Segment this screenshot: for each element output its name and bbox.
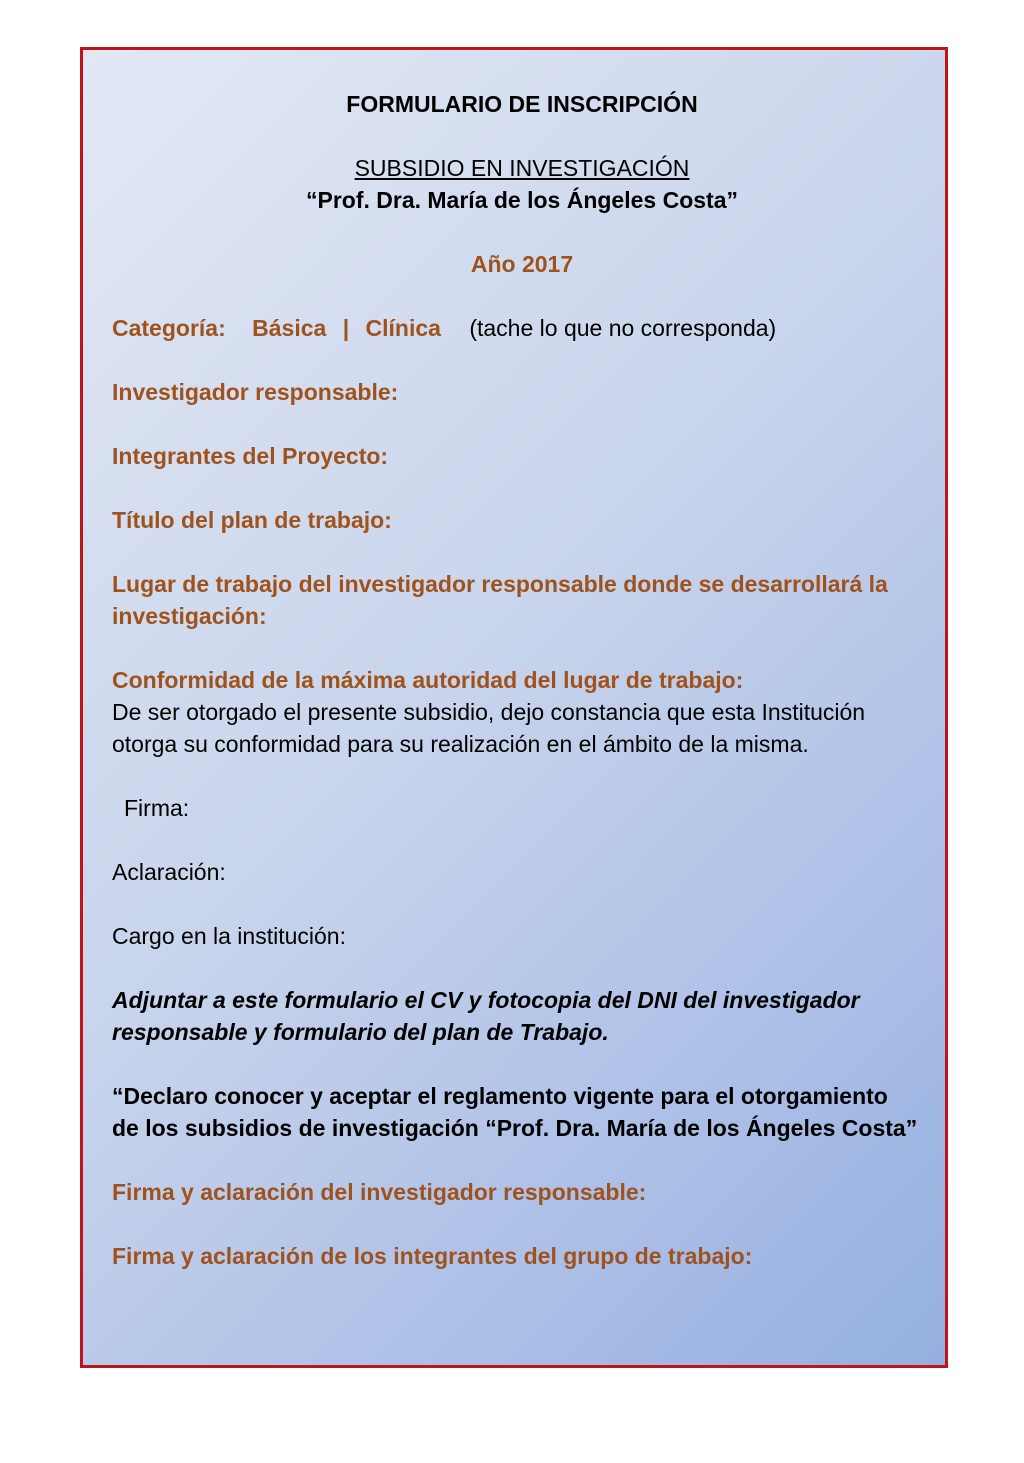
- workplace-label-line1: Lugar de trabajo del investigador responsable donde se desarrollará la: [112, 571, 888, 597]
- project-members-label: Integrantes del Proyecto:: [112, 443, 389, 469]
- category-option-basic[interactable]: Básica: [252, 315, 327, 341]
- category-label: Categoría:: [112, 315, 226, 341]
- form-year: Año 2017: [470, 251, 574, 277]
- award-name: “Prof. Dra. María de los Ángeles Costa”: [305, 187, 738, 213]
- signature-members-label: Firma y aclaración de los integrantes del grupo de trabajo:: [112, 1243, 753, 1269]
- authority-consent-label: Conformidad de la máxima autoridad del lugar de trabajo:: [112, 667, 744, 693]
- work-plan-title-label: Título del plan de trabajo:: [112, 507, 392, 533]
- declaration-line2: de los subsidios de investigación “Prof. Dra. María de los Ángeles Costa”: [112, 1115, 918, 1141]
- category-note: (tache lo que no corresponda): [469, 315, 777, 341]
- workplace-label-line2: investigación:: [112, 603, 267, 629]
- consent-text-line1: De ser otorgado el presente subsidio, dejo constancia que esta Institución: [112, 699, 866, 725]
- form-content: [112, 88, 932, 1272]
- position-label: Cargo en la institución:: [112, 923, 346, 949]
- form-subtitle: SUBSIDIO EN INVESTIGACIÓN: [354, 155, 690, 181]
- category-option-clinical[interactable]: Clínica: [365, 315, 441, 341]
- form-title: FORMULARIO DE INSCRIPCIÓN: [346, 91, 698, 117]
- declaration-line1: “Declaro conocer y aceptar el reglamento vigente para el otorgamiento: [112, 1083, 888, 1109]
- category-row: [112, 312, 932, 344]
- category-separator: |: [342, 315, 350, 341]
- clarification-label: Aclaración:: [112, 859, 226, 885]
- signature-responsible-label: Firma y aclaración del investigador responsable:: [112, 1179, 647, 1205]
- responsible-researcher-label: Investigador responsable:: [112, 379, 399, 405]
- attachment-note-line2: responsable y formulario del plan de Trabajo.: [112, 1019, 609, 1045]
- consent-text-line2: otorga su conformidad para su realización en el ámbito de la misma.: [112, 731, 809, 757]
- attachment-note-line1: Adjuntar a este formulario el CV y fotocopia del DNI del investigador: [112, 987, 860, 1013]
- signature-label: Firma:: [124, 795, 190, 821]
